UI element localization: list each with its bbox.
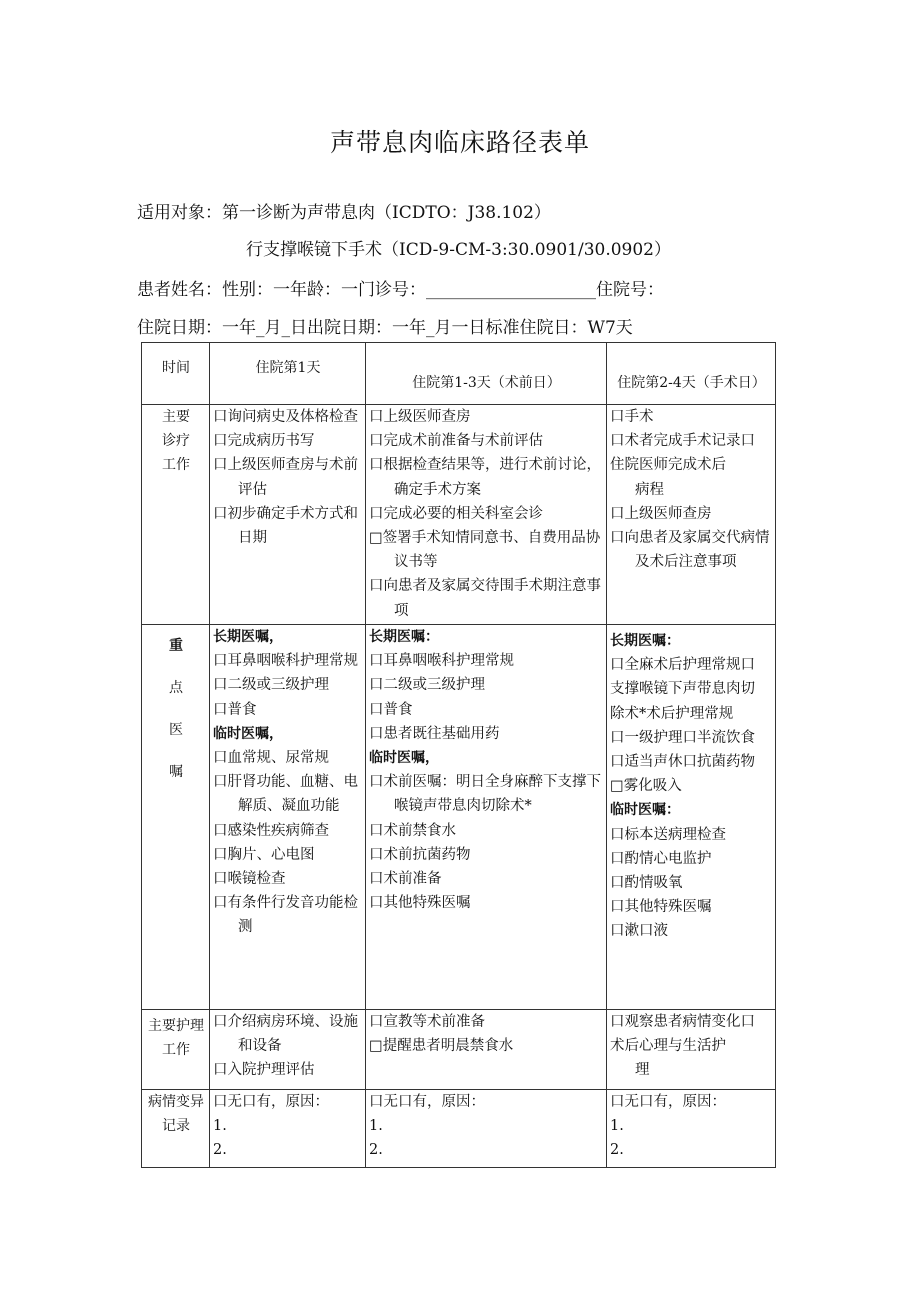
row-orders (142, 625, 776, 1010)
list-item: 口血常规、尿常规 (213, 750, 329, 767)
list-item: 口手术 (610, 409, 654, 425)
list-item: 2. (213, 1142, 227, 1159)
list-item: 口感染性疾病筛查 (213, 822, 329, 839)
header-row (142, 343, 776, 405)
list-item: 口术前抗菌药物 (369, 846, 471, 863)
nursing-day1 (210, 1010, 366, 1090)
list-item: □雾化吸入 (610, 778, 682, 795)
header-day2: 住院第1-3天（术前日） (412, 375, 561, 391)
list-item: 口观察患者病情变化口 (610, 1014, 755, 1030)
list-item: 口胸片、心电图 (213, 846, 315, 863)
list-item: 口二级或三级护理 (369, 677, 485, 694)
list-item: 口初步确定手术方式和日期 (213, 505, 358, 547)
list-item: 口完成术前准备与术前评估 (369, 433, 543, 450)
row-diagnosis (142, 405, 776, 625)
list-item: □签署手术知情同意书、自费用品协议书等 (369, 530, 601, 571)
list-item: 除术*术后护理常规 (610, 705, 734, 722)
list-item: 2. (610, 1142, 624, 1159)
temporary-orders-title: 临时医嘱： (610, 802, 680, 819)
row-label-diagnosis: 主要 诊疗 工作 (142, 405, 210, 625)
list-item: 1. (369, 1118, 383, 1135)
list-item: 口有条件行发音功能检测 (213, 895, 358, 936)
clinical-path-table (141, 342, 776, 1168)
list-item: 术后心理与生活护 (610, 1038, 726, 1055)
list-item: 1. (610, 1118, 624, 1135)
info-line-surgery: 行支撑喉镜下手术（ICD-9-CM-3:30.0901/30.0902） (246, 240, 671, 260)
list-item: 口一级护理口半流饮食 (610, 729, 755, 746)
list-item: 口上级医师查房 (610, 505, 712, 522)
long-term-orders-title: 长期医嘱： (369, 629, 439, 645)
temporary-orders-title: 临时医嘱， (369, 750, 439, 767)
list-item: 住院医师完成术后 (610, 457, 726, 474)
list-item: 口术者完成手术记录口 (610, 433, 755, 450)
variance-day2 (366, 1090, 607, 1168)
list-item: 口术前准备 (369, 871, 442, 888)
temporary-orders-title: 临时医嘱， (213, 725, 283, 742)
row-label-variance: 病情变异 记录 (142, 1090, 210, 1168)
list-item: 口酌情吸氧 (610, 875, 683, 892)
orders-day1 (210, 625, 366, 1010)
info-line-applicable: 适用对象：第一诊断为声带息肉（ICDTO：J38.102） (137, 203, 551, 223)
list-item: 口漱口液 (610, 923, 668, 940)
list-item: 口耳鼻咽喉科护理常规 (213, 653, 358, 670)
list-item: 口根据检查结果等，进行术前讨论，确定手术方案 (369, 457, 601, 498)
orders-day3 (607, 625, 776, 1010)
list-item: 口患者既往基础用药 (369, 725, 500, 742)
header-day3: 住院第2-4天（手术日） (617, 375, 766, 391)
list-item: 口酌情心电监护 (610, 850, 712, 867)
list-item: 口介绍病房环境、设施和设备 (213, 1014, 358, 1055)
list-item: 口全麻术后护理常规口 (610, 657, 755, 674)
row-label-orders: 重 点 医 嘱 (142, 625, 210, 1010)
list-item: 口无口有，原因： (610, 1094, 726, 1110)
list-item: 口术前医嘱：明日全身麻醉下支撑下喉镜声带息肉切除术* (369, 774, 601, 815)
list-item: 口普食 (369, 701, 413, 718)
info-line-patient: 患者姓名：性别：一年龄：一门诊号：____________________住院号： (137, 280, 664, 300)
row-variance (142, 1090, 776, 1168)
diagnosis-day3 (607, 405, 776, 625)
long-term-orders-title: 长期医嘱， (213, 629, 283, 645)
page-title: 声带息肉临床路径表单 (329, 128, 590, 157)
diagnosis-day2 (366, 405, 607, 625)
list-item: 口询问病史及体格检查 (213, 409, 358, 425)
list-item: 口喉镜检查 (213, 871, 286, 888)
nursing-day3 (607, 1010, 776, 1090)
list-item: 理 (635, 1062, 650, 1079)
info-line-dates: 住院日期：一年_月_日出院日期：一年_月一日标准住院日：W7天 (137, 318, 633, 338)
orders-day2 (366, 625, 607, 1010)
diagnosis-day1 (210, 405, 366, 625)
list-item: 口耳鼻咽喉科护理常规 (369, 653, 514, 670)
list-item: 口上级医师查房 (369, 409, 471, 425)
list-item: 病程 (635, 481, 664, 498)
list-item: 口向患者及家属交待围手术期注意事项 (369, 578, 601, 619)
list-item: 口无口有，原因： (213, 1094, 329, 1110)
list-item: 口肝肾功能、血糖、电解质、凝血功能 (213, 774, 358, 815)
list-item: 口完成必要的相关科室会诊 (369, 505, 543, 522)
list-item: 口其他特殊医嘱 (369, 895, 471, 912)
list-item: □提醒患者明晨禁食水 (369, 1038, 514, 1055)
list-item: 口术前禁食水 (369, 822, 456, 839)
list-item: 口二级或三级护理 (213, 677, 329, 694)
list-item: 口普食 (213, 701, 257, 718)
header-day1: 住院第1天 (255, 360, 321, 376)
list-item: 2. (369, 1142, 383, 1159)
list-item: 口其他特殊医嘱 (610, 899, 712, 916)
list-item: 口无口有，原因： (369, 1094, 485, 1110)
nursing-day2 (366, 1010, 607, 1090)
list-item: 口完成病历书写 (213, 433, 315, 450)
list-item: 口适当声休口抗菌药物 (610, 754, 755, 771)
list-item: 1. (213, 1118, 227, 1135)
row-nursing (142, 1010, 776, 1090)
header-time: 时间 (142, 343, 210, 405)
list-item: 口上级医师查房与术前评估 (213, 457, 358, 498)
variance-day1 (210, 1090, 366, 1168)
variance-day3 (607, 1090, 776, 1168)
row-label-nursing: 主要护理 工作 (142, 1010, 210, 1090)
list-item: 口入院护理评估 (213, 1062, 315, 1079)
long-term-orders-title: 长期医嘱： (610, 633, 680, 649)
list-item: 支撑喉镜下声带息肉切 (610, 681, 755, 698)
list-item: 口标本送病理检查 (610, 826, 726, 843)
list-item: 口向患者及家属交代病情及术后注意事项 (610, 530, 770, 571)
list-item: 口宣教等术前准备 (369, 1014, 485, 1030)
